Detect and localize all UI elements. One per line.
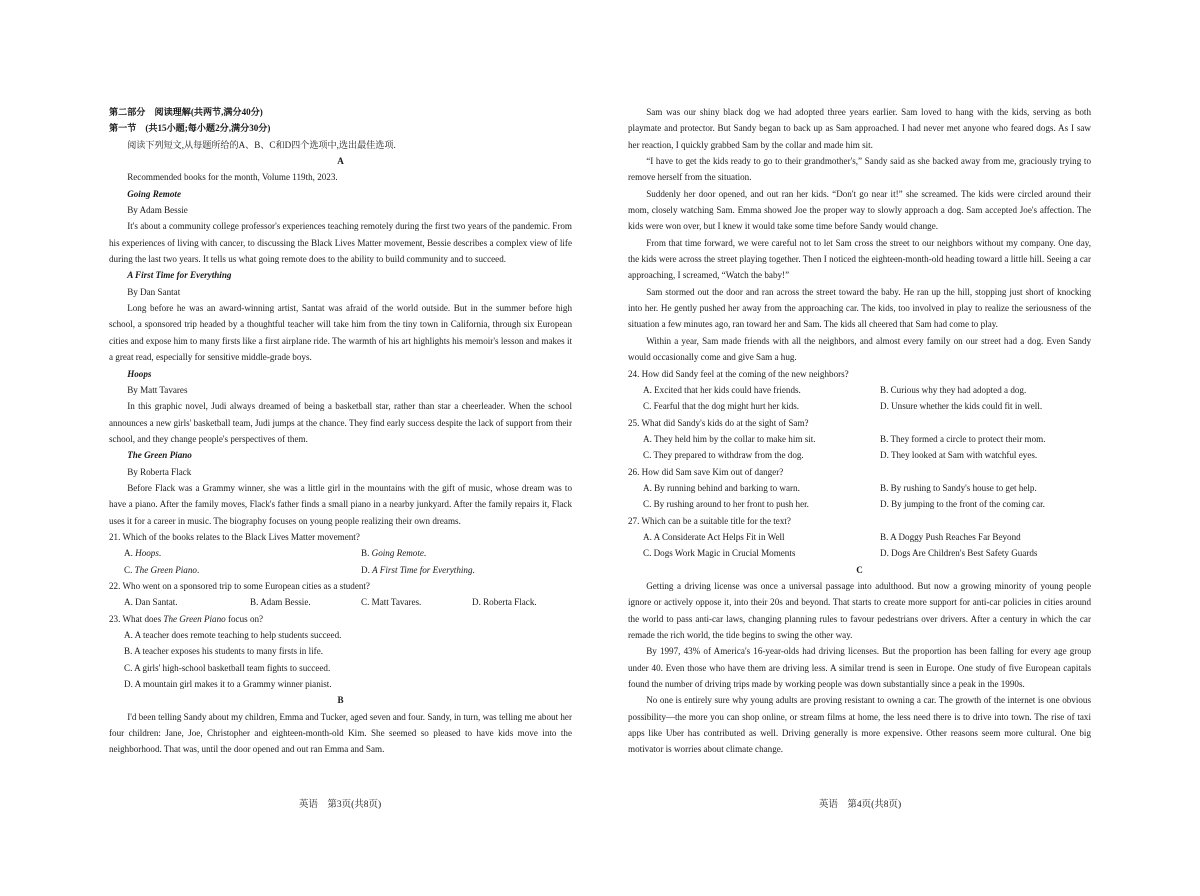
passage-b-paragraph: Sam was our shiny black dog we had adopted three years earlier. Sam loved to hang with the kids, serving as both playmate and protector. But Sandy began to back up as Sam approached. I had never met anyone who feared dogs. As I saw her reaction, I quickly grabbed Sam by the collar and made him sit. <box>628 107 1091 150</box>
option-b: B. By rushing to Sandy's house to get help. <box>880 482 1037 493</box>
option-a: A. By running behind and barking to warn. <box>643 482 800 493</box>
option-c: C. The Green Piano. <box>124 564 200 575</box>
option-a: A. A teacher does remote teaching to help students succeed. <box>124 630 342 640</box>
book-title: A First Time for Everything <box>127 270 232 281</box>
option-d: D. They looked at Sam with watchful eyes. <box>880 450 1038 461</box>
book-author: By Adam Bessie <box>127 205 188 216</box>
passage-a-intro: Recommended books for the month, Volume 119th, 2023. <box>127 172 338 183</box>
passage-c-paragraph: Getting a driving license was once a universal passage into adulthood. But now a growing minority of young people ignore or actively oppose it, into their 20s and beyond. That starts to create more support for anti-car policies in cities around the world to pass anti-car laws, changing planning rules to favour pedestrians over drivers. After a century in which the car remade the rich world, the tide begins to swing the other way. <box>628 580 1091 640</box>
book-title: Going Remote <box>127 188 181 199</box>
passage-c-label: C <box>856 564 863 575</box>
book-author: By Dan Santat <box>127 286 181 297</box>
question-27-stem: 27. Which can be a suitable title for the text? <box>628 515 791 526</box>
book-description: Long before he was an award-winning artist, Santat was afraid of the world outside. But in the summer before high school, a sponsored trip headed by a thoughtful teacher will take him from the tiny town in California, through six European cities and expose him to many firsts like a first airplane ride. The warmth of his art highlights his memoir's lesson and makes it a great read, especially for sensitive middle-grade boys. <box>109 303 572 363</box>
question-21-options <box>109 545 572 578</box>
option-b: B. A teacher exposes his students to many firsts in life. <box>124 646 324 657</box>
book-description: In this graphic novel, Judi always dreamed of being a basketball star, rather than star a cheerleader. When the school announces a new girls' basketball team, Judi jumps at the chance. They find early success despite the lack of support from their school, and they change people's perspectives of them. <box>109 401 572 444</box>
book-description: It's about a community college professor's experiences teaching remotely during the first two years of the pandemic. From his experiences of living with cancer, to discussing the Black Lives Matter movement, Bessie describes a complex view of life during the last two years. It tells us what going remote does to the ability to build community and to succeed. <box>109 221 572 265</box>
passage-b-paragraph: Suddenly her door opened, and out ran her kids. “Don't go near it!” she screamed. The kids were circled around their mom, closely watching Sam. Emma showed Joe the proper way to slowly approach a dog. Sam accepted Joe's affection. The kids were won over, but I knew it would take some time before Sandy would change. <box>628 188 1091 232</box>
page-footer-left: 英语 第3页(共8页) <box>298 800 382 810</box>
passage-b-paragraph: Sam stormed out the door and ran across the street toward the baby. He ran up the hill, stopping just short of knocking into her. He gently pushed her away from the approaching car. The kids, too involved in play to realize the seriousness of the situation a few minutes ago, ran toward her and Sam. The kids all cheered that Sam had come to play. <box>628 286 1091 330</box>
option-c: C. Dogs Work Magic in Crucial Moments <box>643 548 796 559</box>
question-24-stem: 24. How did Sandy feel at the coming of the new neighbors? <box>628 368 849 379</box>
option-a: A. They held him by the collar to make him sit. <box>643 433 816 444</box>
book-title: Hoops <box>127 368 152 379</box>
passage-b-paragraph: From that time forward, we were careful not to let Sam cross the street to our neighbors without my company. One day, the kids were across the street playing together. Then I noticed the eighteen-month-old heading toward a little hill. Seeing a car approaching, I screamed, “Watch the baby!” <box>628 237 1091 281</box>
section-title: 第一节 (共15小题;每小题2分,满分30分) <box>109 123 271 134</box>
question-26-stem: 26. How did Sam save Kim out of danger? <box>628 466 784 477</box>
option-b: B. A Doggy Push Reaches Far Beyond <box>880 531 1021 542</box>
option-a: A. Excited that her kids could have friends. <box>643 384 801 395</box>
question-22-options <box>109 594 572 610</box>
passage-c-paragraph: By 1997, 43% of America's 16-year-olds had driving licenses. But the proportion has been falling for every age group under 40. Even those who have them are driving less. A similar trend is seen in Europe. One study of five European capitals found the number of driving trips made by working people was down substantially since a peak in the 1990s. <box>628 646 1091 690</box>
passage-a-label: A <box>337 156 344 167</box>
book-description: Before Flack was a Grammy winner, she was a little girl in the mountains with the gift of music, whose dream was to have a piano. After the family moves, Flack's father finds a small piano in a nearby junkyard. After the family repairs it, Flack uses it for a career in music. The biography focuses on young people realizing their own dreams. <box>109 482 572 526</box>
option-d: D. A mountain girl makes it to a Grammy winner pianist. <box>124 679 332 690</box>
option-d: D. Dogs Are Children's Best Safety Guards <box>880 548 1038 559</box>
page-footer-right: 英语 第4页(共8页) <box>818 800 902 810</box>
option-d: D. Unsure whether the kids could fit in well. <box>880 401 1043 412</box>
question-21-stem: 21. Which of the books relates to the Black Lives Matter movement? <box>109 531 360 542</box>
question-27-options <box>628 529 1091 562</box>
passage-b-paragraph: “I have to get the kids ready to go to their grandmother's,” Sandy said as she backed away from me, graciously trying to remove herself from the situation. <box>628 156 1091 183</box>
option-c: C. A girls' high-school basketball team fights to succeed. <box>124 662 331 673</box>
book-author: By Roberta Flack <box>127 466 192 477</box>
book-title: The Green Piano <box>127 450 192 461</box>
option-c: C. They prepared to withdraw from the dog. <box>643 450 804 461</box>
option-a: A. Hoops. <box>124 548 162 559</box>
option-d: D. A First Time for Everything. <box>361 564 475 575</box>
passage-c-paragraph: No one is entirely sure why young adults are proving resistant to owning a car. The growth of the internet is one obvious possibility—the more you can shop online, or stream films at home, the less need there is to drive into town. The rise of taxi apps like Uber has contributed as well. Driving generally is more expensive. Other reasons seem more cultural. One big motivator is worries about climate change. <box>628 695 1091 755</box>
left-page <box>109 104 572 758</box>
question-22-stem: 22. Who went on a sponsored trip to some European cities as a student? <box>109 580 370 591</box>
right-page <box>628 104 1091 758</box>
question-24-options <box>628 382 1091 415</box>
option-c: C. By rushing around to her front to push her. <box>643 499 809 510</box>
option-b: B. Going Remote. <box>361 548 427 559</box>
option-c: C. Fearful that the dog might hurt her kids. <box>643 401 800 412</box>
option-b: B. They formed a circle to protect their mom. <box>880 433 1046 444</box>
part-title: 第二部分 阅读理解(共两节,满分40分) <box>109 107 263 117</box>
question-23-stem: 23. What does The Green Piano focus on? <box>109 613 264 624</box>
option-d: D. By jumping to the front of the coming car. <box>880 499 1045 510</box>
option-a: A. Dan Santat. <box>124 597 178 608</box>
question-26-options <box>628 480 1091 513</box>
question-25-stem: 25. What did Sandy's kids do at the sight of Sam? <box>628 417 809 428</box>
book-author: By Matt Tavares <box>127 384 188 395</box>
option-c: C. Matt Tavares. <box>361 597 422 608</box>
instruction: 阅读下列短文,从每题所给的A、B、C和D四个选项中,选出最佳选项. <box>127 139 396 150</box>
passage-b-paragraph: I'd been telling Sandy about my children, Emma and Tucker, aged seven and four. Sandy, in turn, was telling me about her four children: Jane, Joe, Christopher and eighteen-month-old Kim. She seemed so pleased to have kids move into the neighborhood. That was, until the door opened and out ran Emma and Sam. <box>109 711 572 755</box>
option-a: A. A Considerate Act Helps Fit in Well <box>643 531 785 542</box>
question-25-options <box>628 431 1091 464</box>
passage-b-paragraph: Within a year, Sam made friends with all the neighbors, and almost every family on our street had a dog. Even Sandy would occasionally come and give Sam a hug. <box>628 335 1091 363</box>
option-b: B. Adam Bessie. <box>250 597 311 608</box>
passage-b-label: B <box>337 695 344 706</box>
option-d: D. Roberta Flack. <box>472 597 537 608</box>
option-b: B. Curious why they had adopted a dog. <box>880 384 1027 395</box>
